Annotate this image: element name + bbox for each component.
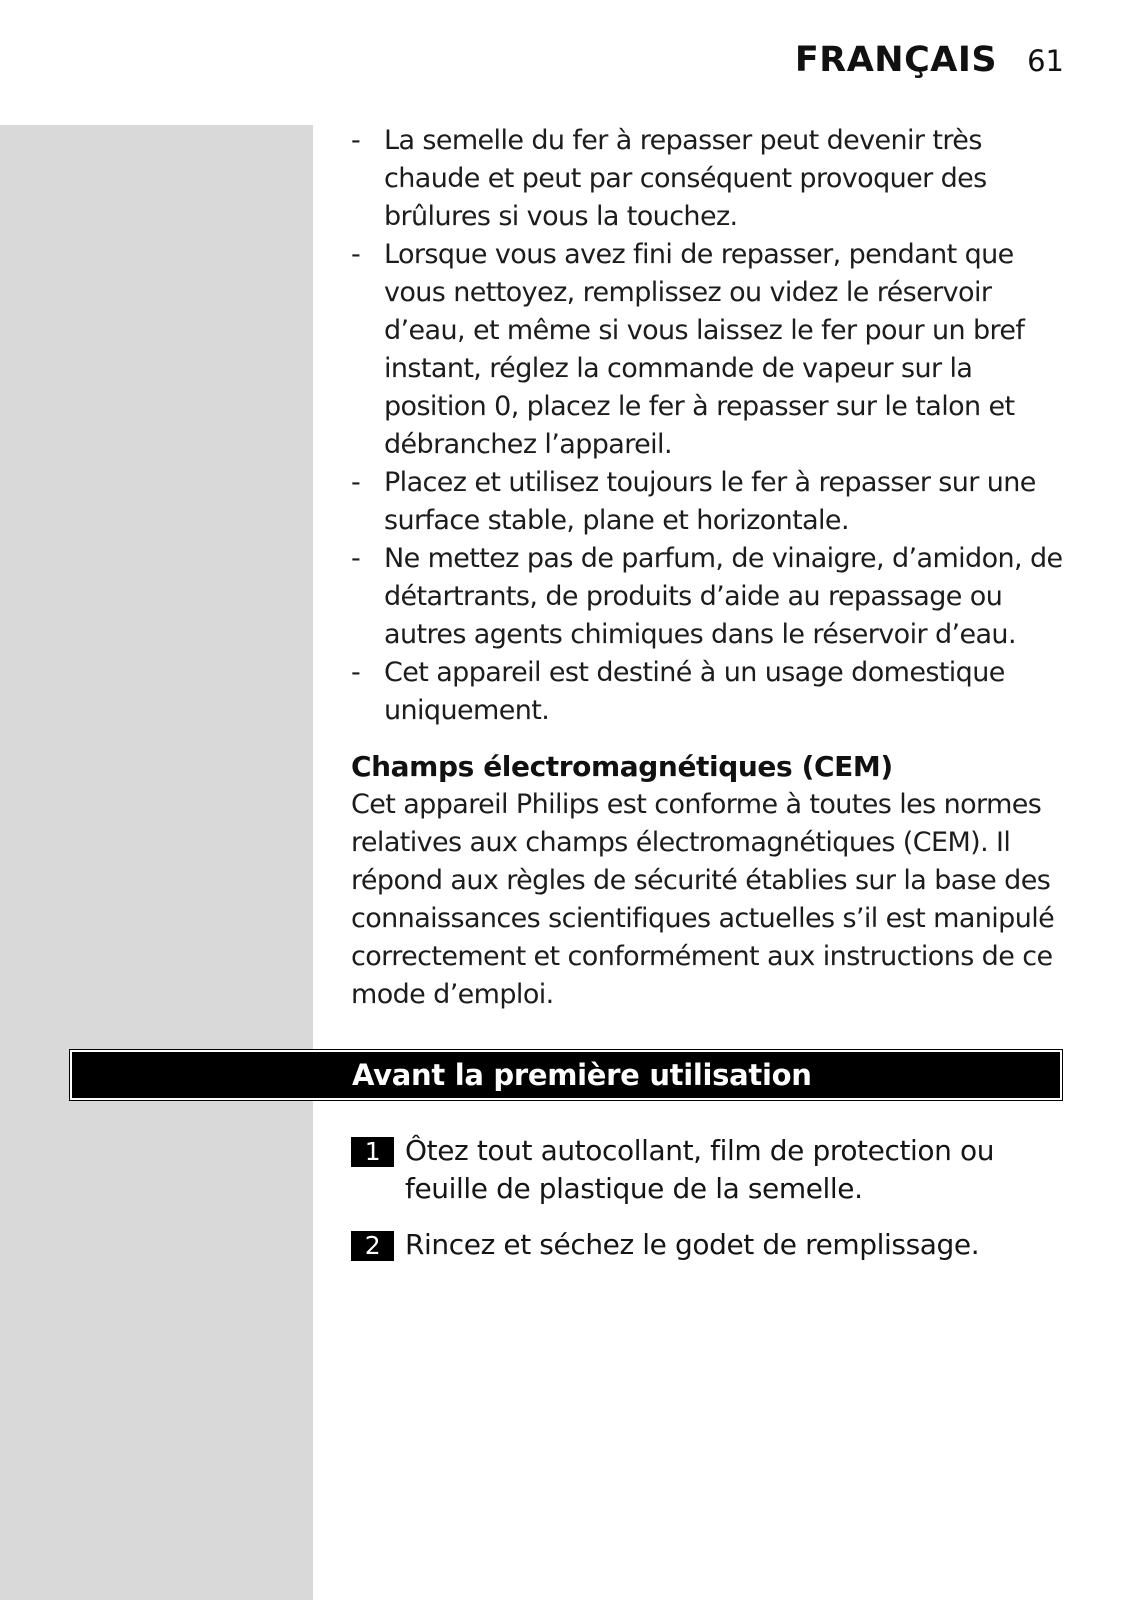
step-text: Rincez et séchez le godet de remplissage. bbox=[405, 1228, 980, 1261]
page-header bbox=[795, 40, 1064, 90]
bullet-text: La semelle du fer à repasser peut devenir très chaude et peut par conséquent provoquer des brûlures si vous la touchez. bbox=[384, 125, 987, 232]
bullet-text: Placez et utilisez toujours le fer à repasser sur une surface stable, plane et horizontale. bbox=[384, 467, 1036, 536]
steps-list bbox=[351, 1132, 1066, 1282]
list-item bbox=[351, 464, 1066, 540]
left-margin-band bbox=[0, 125, 313, 1600]
bullet-dash: - bbox=[351, 239, 361, 270]
safety-bullet-list bbox=[351, 122, 1066, 730]
step-number-badge: 1 bbox=[351, 1137, 394, 1167]
bullet-dash: - bbox=[351, 543, 361, 574]
emf-heading: Champs électromagnétiques (CEM) bbox=[351, 750, 893, 783]
emf-paragraph: Cet appareil Philips est conforme à toutes les normes relatives aux champs électromagnétiques (CEM). Il répond aux règles de sécurité établies sur la base des connaissances scientifiques actuelles s’il est manipulé correctement et conformément aux instructions de ce mode d’emploi. bbox=[351, 789, 1055, 1010]
step-number-badge: 2 bbox=[351, 1231, 394, 1261]
page-number: 61 bbox=[1027, 44, 1064, 78]
banner-title: Avant la première utilisation bbox=[352, 1058, 812, 1092]
bullet-text: Cet appareil est destiné à un usage domestique uniquement. bbox=[384, 657, 1005, 726]
step-text: Ôtez tout autocollant, film de protection ou feuille de plastique de la semelle. bbox=[405, 1134, 995, 1205]
bullet-text: Ne mettez pas de parfum, de vinaigre, d’amidon, de détartrants, de produits d’aide au repassage ou autres agents chimiques dans le réservoir d’eau. bbox=[384, 543, 1063, 650]
bullet-dash: - bbox=[351, 125, 361, 156]
list-item bbox=[351, 540, 1066, 654]
step-item bbox=[351, 1226, 1066, 1264]
main-content bbox=[351, 122, 1066, 1014]
list-item bbox=[351, 654, 1066, 730]
language-title: FRANÇAIS bbox=[794, 40, 998, 80]
bullet-dash: - bbox=[351, 657, 361, 688]
step-item bbox=[351, 1132, 1066, 1208]
bullet-dash: - bbox=[351, 467, 361, 498]
list-item bbox=[351, 236, 1066, 464]
bullet-text: Lorsque vous avez fini de repasser, pendant que vous nettoyez, remplissez ou videz le réservoir d’eau, et même si vous laissez le fer pour un bref instant, réglez la commande de vapeur sur la position 0, placez le fer à repasser sur le talon et débranchez l’appareil. bbox=[384, 239, 1025, 460]
section-banner bbox=[70, 1050, 1062, 1100]
list-item bbox=[351, 122, 1066, 236]
